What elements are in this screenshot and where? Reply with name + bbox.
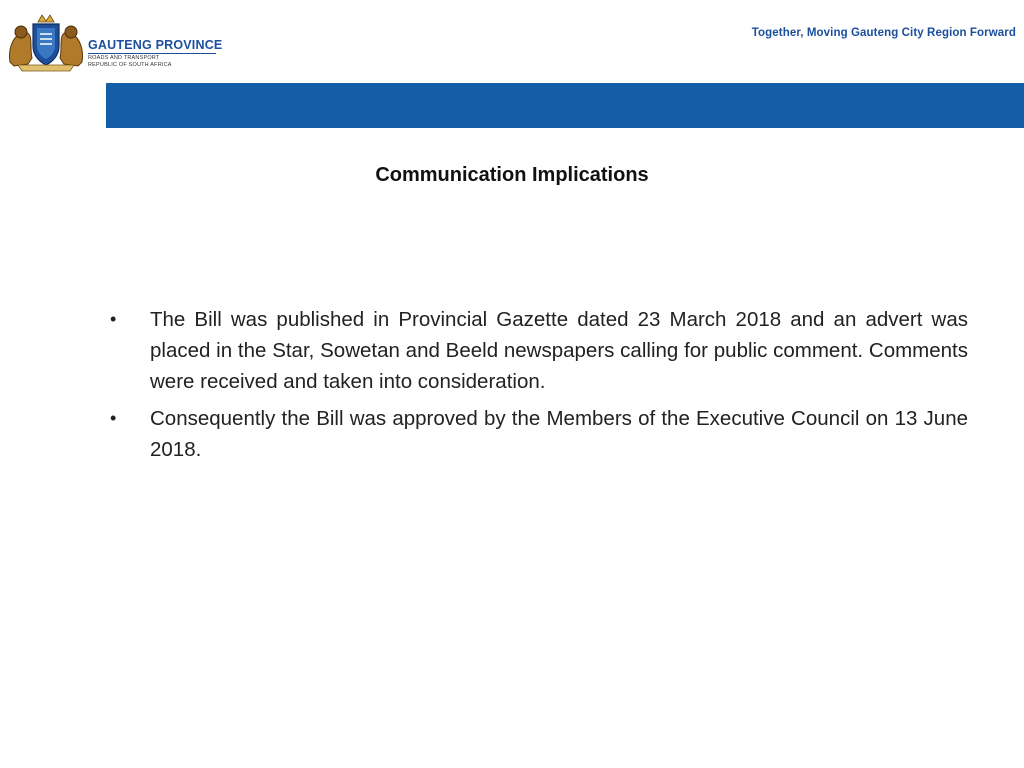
gauteng-logo (6, 12, 226, 74)
org-text (88, 38, 228, 69)
bullet-icon: • (110, 309, 117, 329)
header-banner (106, 83, 1024, 128)
bullet-text: The Bill was published in Provincial Gazette dated 23 March 2018 and an advert was placed in the Star, Sowetan and Beeld newspapers calling for public comment. Comments were received and taken into consideration. (150, 308, 968, 393)
coat-of-arms-icon (6, 12, 86, 72)
slide-title: Communication Implications (375, 164, 649, 186)
tagline: Together, Moving Gauteng City Region Forward (751, 27, 1016, 39)
org-divider (88, 53, 216, 54)
bullet-text: Consequently the Bill was approved by the Members of the Executive Council on 13 June 2018. (150, 407, 968, 461)
org-name: GAUTENG PROVINCE (88, 38, 223, 52)
bullet-icon: • (110, 408, 117, 428)
bullet-item (106, 304, 968, 397)
bullet-item (106, 403, 968, 465)
bullet-list (106, 304, 968, 471)
org-country: REPUBLIC OF SOUTH AFRICA (88, 62, 172, 68)
org-department: ROADS AND TRANSPORT (88, 55, 160, 61)
